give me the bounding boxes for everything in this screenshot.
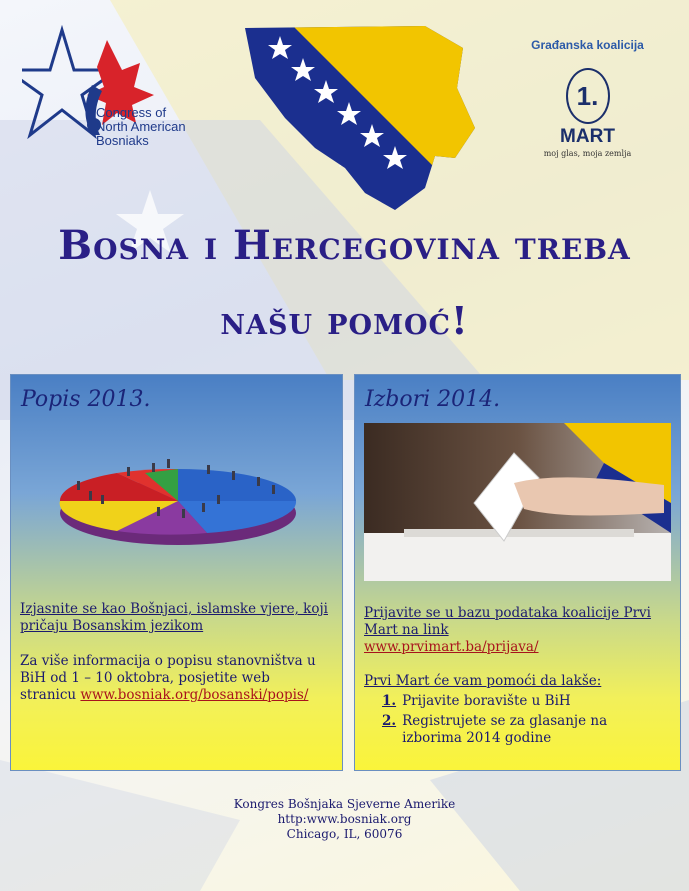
coalition-month: MART <box>560 126 615 147</box>
elections-panel-title: Izbori 2014. <box>365 387 501 412</box>
census-panel <box>10 374 343 771</box>
elections-para-1: Prijavite se u bazu podataka koalicije Prvi Mart na link <box>364 605 651 638</box>
list-number: 1. <box>382 693 397 709</box>
elections-para-2: Prvi Mart će vam pomoći da lakše: <box>364 673 602 689</box>
elections-instructions <box>364 605 669 747</box>
list-item <box>382 693 669 710</box>
coalition-name: Građanska koalicija <box>531 38 644 52</box>
census-instructions <box>20 601 330 704</box>
footer-org: Kongres Bošnjaka Sjeverne Amerike <box>233 797 456 811</box>
headline-line-1: Bosna i Hercegovina treba <box>58 222 631 269</box>
list-number: 2. <box>382 713 397 729</box>
population-pie-illustration <box>57 451 299 551</box>
list-item <box>382 713 669 747</box>
census-link[interactable]: www.bosniak.org/bosanski/popis/ <box>80 687 309 703</box>
cnab-logo-text <box>96 106 186 148</box>
list-text: Registrujete se za glasanje na izborima 2014 godine <box>402 713 608 746</box>
coalition-slogan: moj glas, moja zemlja <box>543 149 632 158</box>
headline-line-2: našu pomoć! <box>220 298 469 343</box>
coalition-badge <box>525 38 650 158</box>
census-para-2 <box>20 653 330 704</box>
list-text: Prijavite boravište u BiH <box>402 693 571 709</box>
prvimart-link[interactable]: www.prvimart.ba/prijava/ <box>364 639 539 655</box>
logo-line: Bosniaks <box>96 133 149 148</box>
elections-panel <box>354 374 681 771</box>
logo-line: North American <box>96 119 186 134</box>
census-panel-title: Popis 2013. <box>21 387 151 412</box>
logo-line: Congress of <box>96 105 167 120</box>
bih-flag-map <box>225 18 480 213</box>
cnab-logo <box>22 25 202 175</box>
census-para-2-text: Za više informacija o popisu stanovništva u BiH od 1 – 10 oktobra, posjetite web stranicu <box>20 653 316 703</box>
footer-address: Chicago, IL, 60076 <box>286 827 403 841</box>
footer <box>0 797 689 842</box>
coalition-number: 1. <box>566 68 610 124</box>
ballot-box-photo <box>364 423 671 581</box>
census-para-1: Izjasnite se kao Bošnjaci, islamske vjere, koji pričaju Bosanskim jezikom <box>20 601 328 634</box>
footer-website[interactable]: http:www.bosniak.org <box>277 812 412 826</box>
